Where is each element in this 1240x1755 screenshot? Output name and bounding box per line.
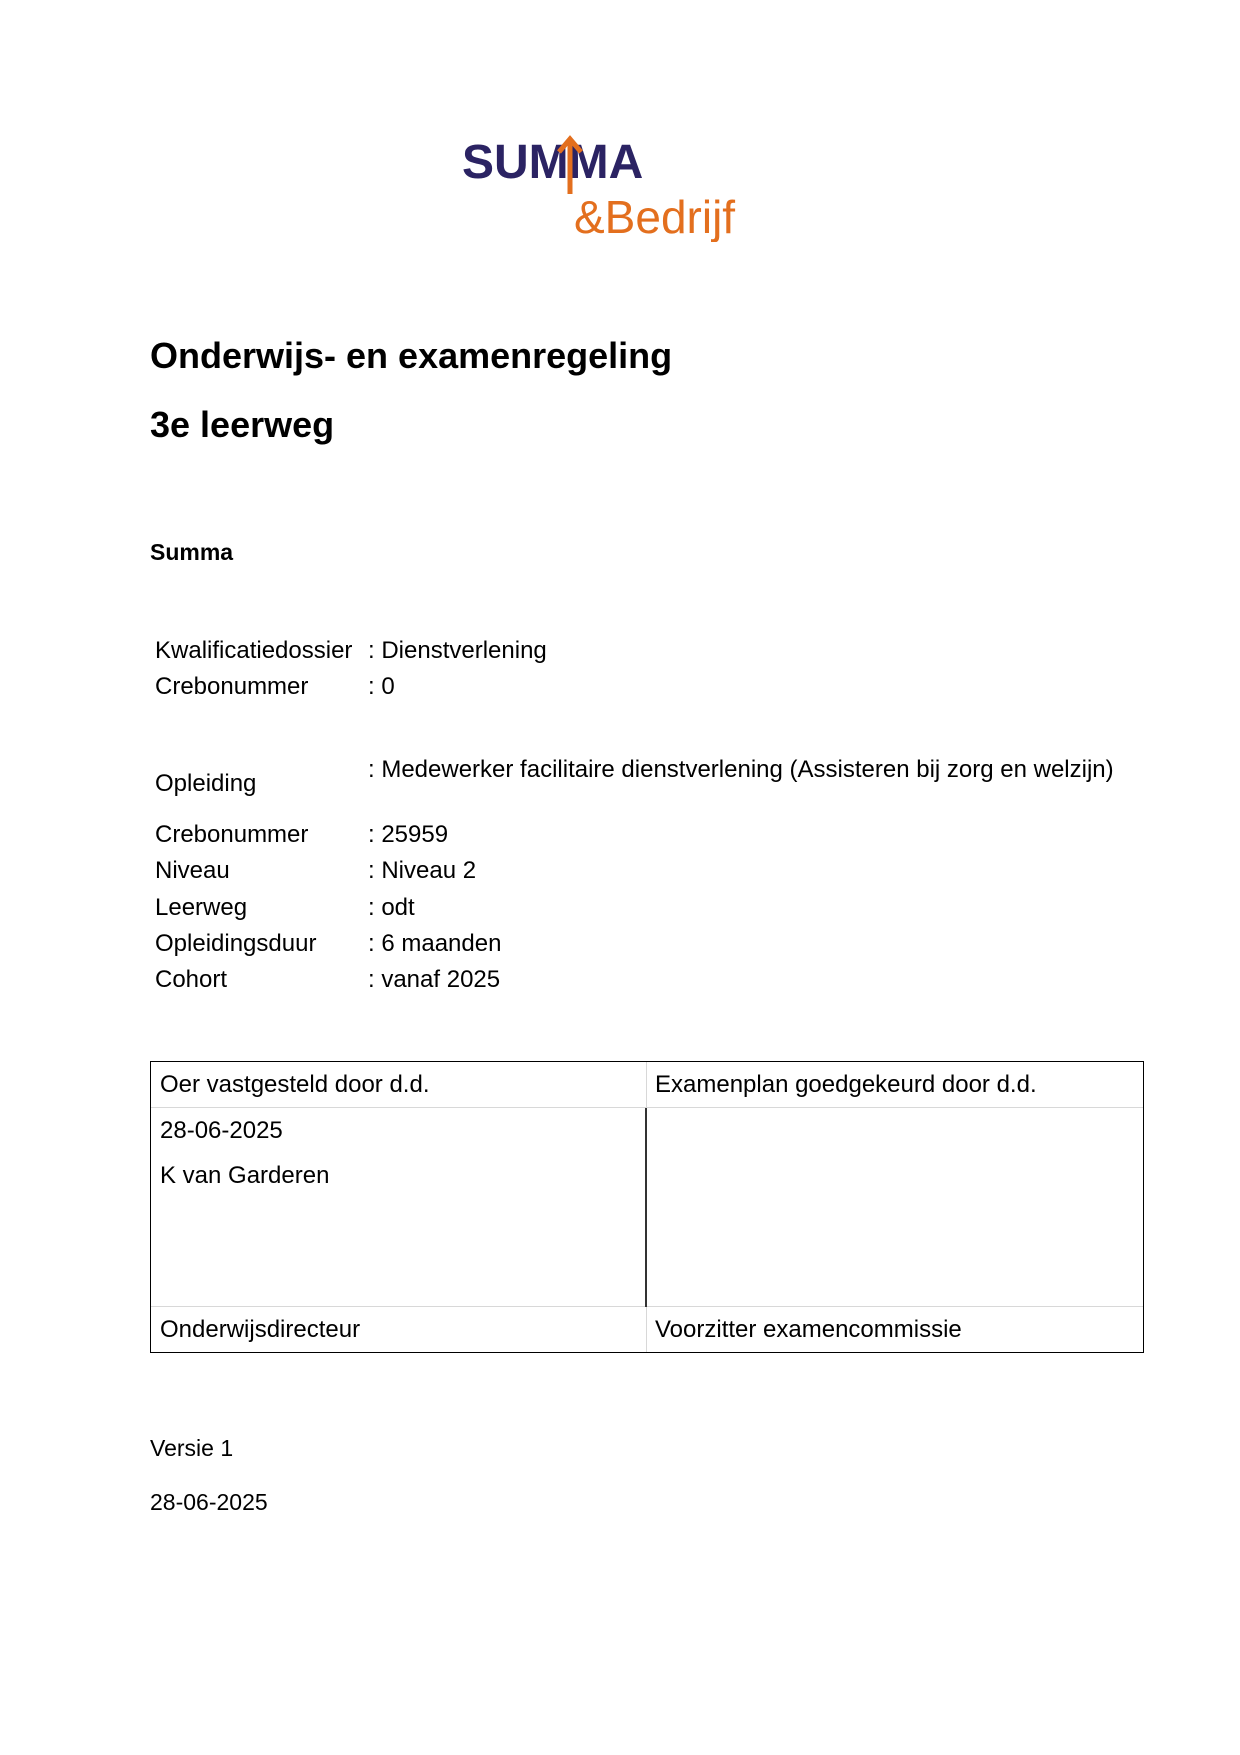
- page-subtitle: 3e leerweg: [150, 404, 335, 445]
- field-label: Opleiding: [155, 770, 257, 797]
- field-value: : Niveau 2: [368, 857, 477, 884]
- field-value: : odt: [368, 894, 415, 921]
- field-value: : vanaf 2025: [368, 966, 501, 993]
- summa-bedrijf-logo: [462, 132, 762, 242]
- document-date: 28-06-2025: [150, 1489, 268, 1515]
- signature-cell-left: [151, 1108, 646, 1307]
- field-value: : Medewerker facilitaire dienstverlening (Assisteren bij zorg en welzijn): [368, 756, 1114, 783]
- page-title: Onderwijs- en examenregeling: [150, 335, 673, 376]
- signature-name: K van Garderen: [160, 1162, 330, 1189]
- field-value: : Dienstverlening: [368, 637, 547, 664]
- field-label: Crebonummer: [155, 673, 309, 700]
- table-header-cell: Oer vastgesteld door d.d.: [151, 1062, 646, 1108]
- signature-cell-right: [646, 1108, 1143, 1307]
- table-footer-cell: Onderwijsdirecteur: [160, 1316, 361, 1343]
- table-header-cell: Examenplan goedgekeurd door d.d.: [646, 1062, 1143, 1108]
- field-label: Cohort: [155, 966, 228, 993]
- version-label: Versie 1: [150, 1435, 234, 1461]
- signature-date: 28-06-2025: [160, 1117, 283, 1144]
- field-label: Niveau: [155, 857, 230, 884]
- table-divider: [645, 1108, 647, 1307]
- table-divider: [646, 1307, 647, 1352]
- organisation-name: Summa: [150, 539, 234, 565]
- field-label: Crebonummer: [155, 821, 309, 848]
- logo-line-2: &Bedrijf: [574, 191, 736, 242]
- table-footer-cell: Voorzitter examencommissie: [655, 1316, 962, 1343]
- field-value: : 6 maanden: [368, 930, 502, 957]
- field-label: Kwalificatiedossier: [155, 637, 353, 664]
- signature-table: [150, 1061, 1144, 1353]
- table-divider: [646, 1062, 647, 1108]
- logo-line-1: SUMMA: [462, 136, 644, 189]
- field-label: Leerweg: [155, 894, 248, 921]
- field-value: : 0: [368, 673, 395, 700]
- field-label: Opleidingsduur: [155, 930, 317, 957]
- field-value: : 25959: [368, 821, 449, 848]
